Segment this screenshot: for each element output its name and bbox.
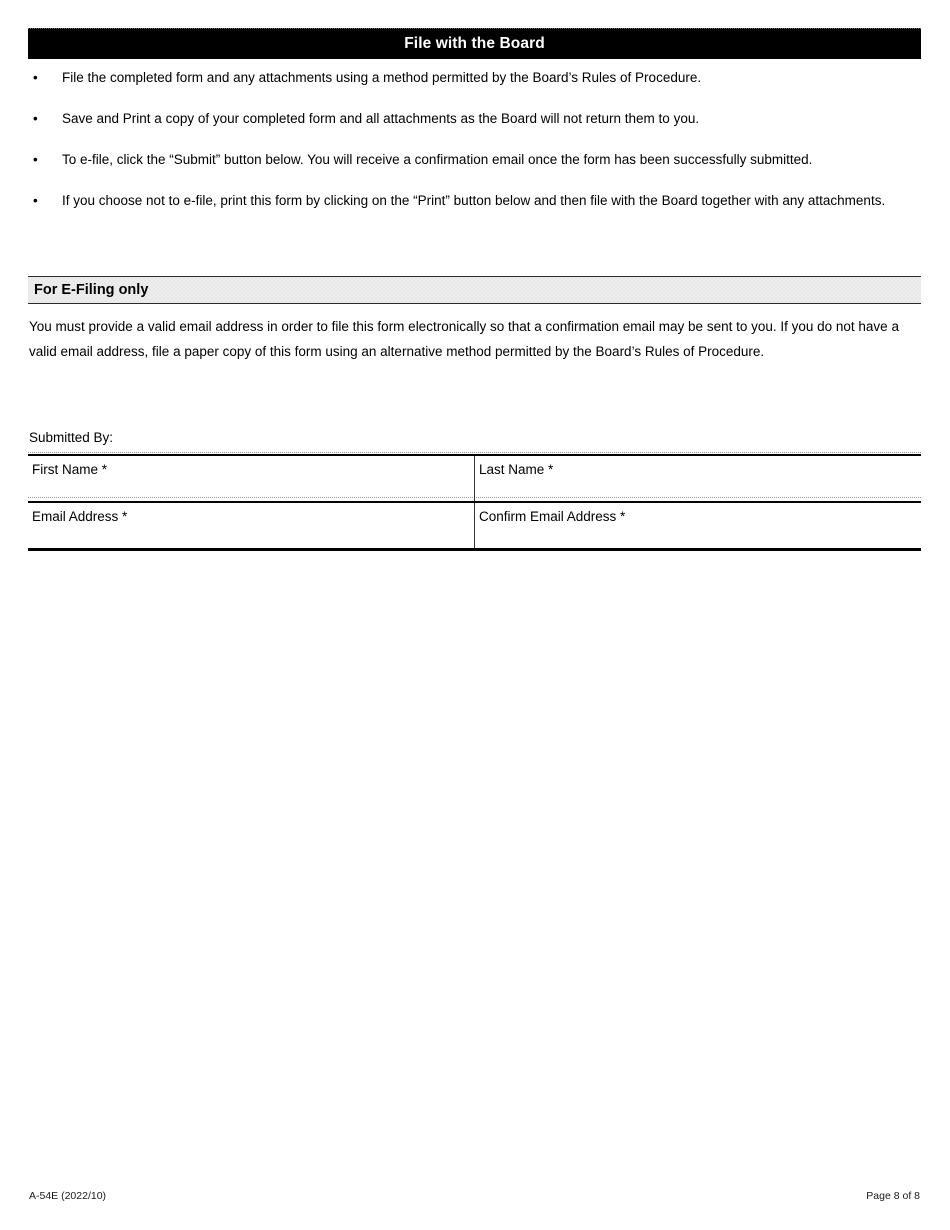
confirm-email-address-label: Confirm Email Address * bbox=[479, 509, 626, 524]
bullet-icon: • bbox=[33, 152, 38, 167]
first-name-label: First Name * bbox=[32, 462, 108, 477]
bullet-icon: • bbox=[33, 111, 38, 126]
section-header-for-e-filing-only bbox=[28, 276, 921, 304]
bullet-icon: • bbox=[33, 70, 38, 85]
list-item bbox=[28, 107, 921, 132]
list-item-text: To e-file, click the “Submit” button below. You will receive a confirmation email once the form has been successfully submitted. bbox=[62, 152, 813, 167]
section-header-title: File with the Board bbox=[404, 35, 545, 53]
table-row bbox=[28, 502, 921, 550]
page-number: Page 8 of 8 bbox=[866, 1190, 920, 1202]
last-name-label: Last Name * bbox=[479, 462, 554, 477]
field-cell-email-address[interactable] bbox=[28, 502, 475, 550]
list-item-text: File the completed form and any attachments using a method permitted by the Board’s Rules of Procedure. bbox=[62, 70, 702, 85]
subsection-header-title: For E-Filing only bbox=[34, 281, 149, 298]
table-row bbox=[28, 455, 921, 502]
submitted-by-label: Submitted By: bbox=[29, 430, 114, 445]
email-address-label: Email Address * bbox=[32, 509, 128, 524]
list-item bbox=[28, 189, 921, 214]
list-item-text: Save and Print a copy of your completed form and all attachments as the Board will not return them to you. bbox=[62, 111, 700, 126]
field-cell-last-name[interactable] bbox=[475, 455, 922, 502]
bullet-icon: • bbox=[33, 193, 38, 208]
form-code: A-54E (2022/10) bbox=[29, 1190, 107, 1202]
submitted-by-table bbox=[28, 454, 921, 551]
list-item bbox=[28, 148, 921, 173]
efiling-body-paragraph: You must provide a valid email address in order to file this form electronically so that a confirmation email may be sent to you. If you do not have a valid email address, file a paper copy of this form using an alternative method permitted by the Board’s Rules of Procedure. bbox=[29, 319, 899, 359]
page-footer bbox=[29, 1189, 920, 1203]
section-header-file-with-the-board bbox=[28, 28, 921, 59]
instructions-list bbox=[28, 66, 921, 230]
field-cell-first-name[interactable] bbox=[28, 455, 475, 502]
list-item bbox=[28, 66, 921, 91]
field-cell-confirm-email-address[interactable] bbox=[475, 502, 922, 550]
list-item-text: If you choose not to e-file, print this form by clicking on the “Print” button below and then file with the Board together with any attachments. bbox=[62, 193, 886, 208]
